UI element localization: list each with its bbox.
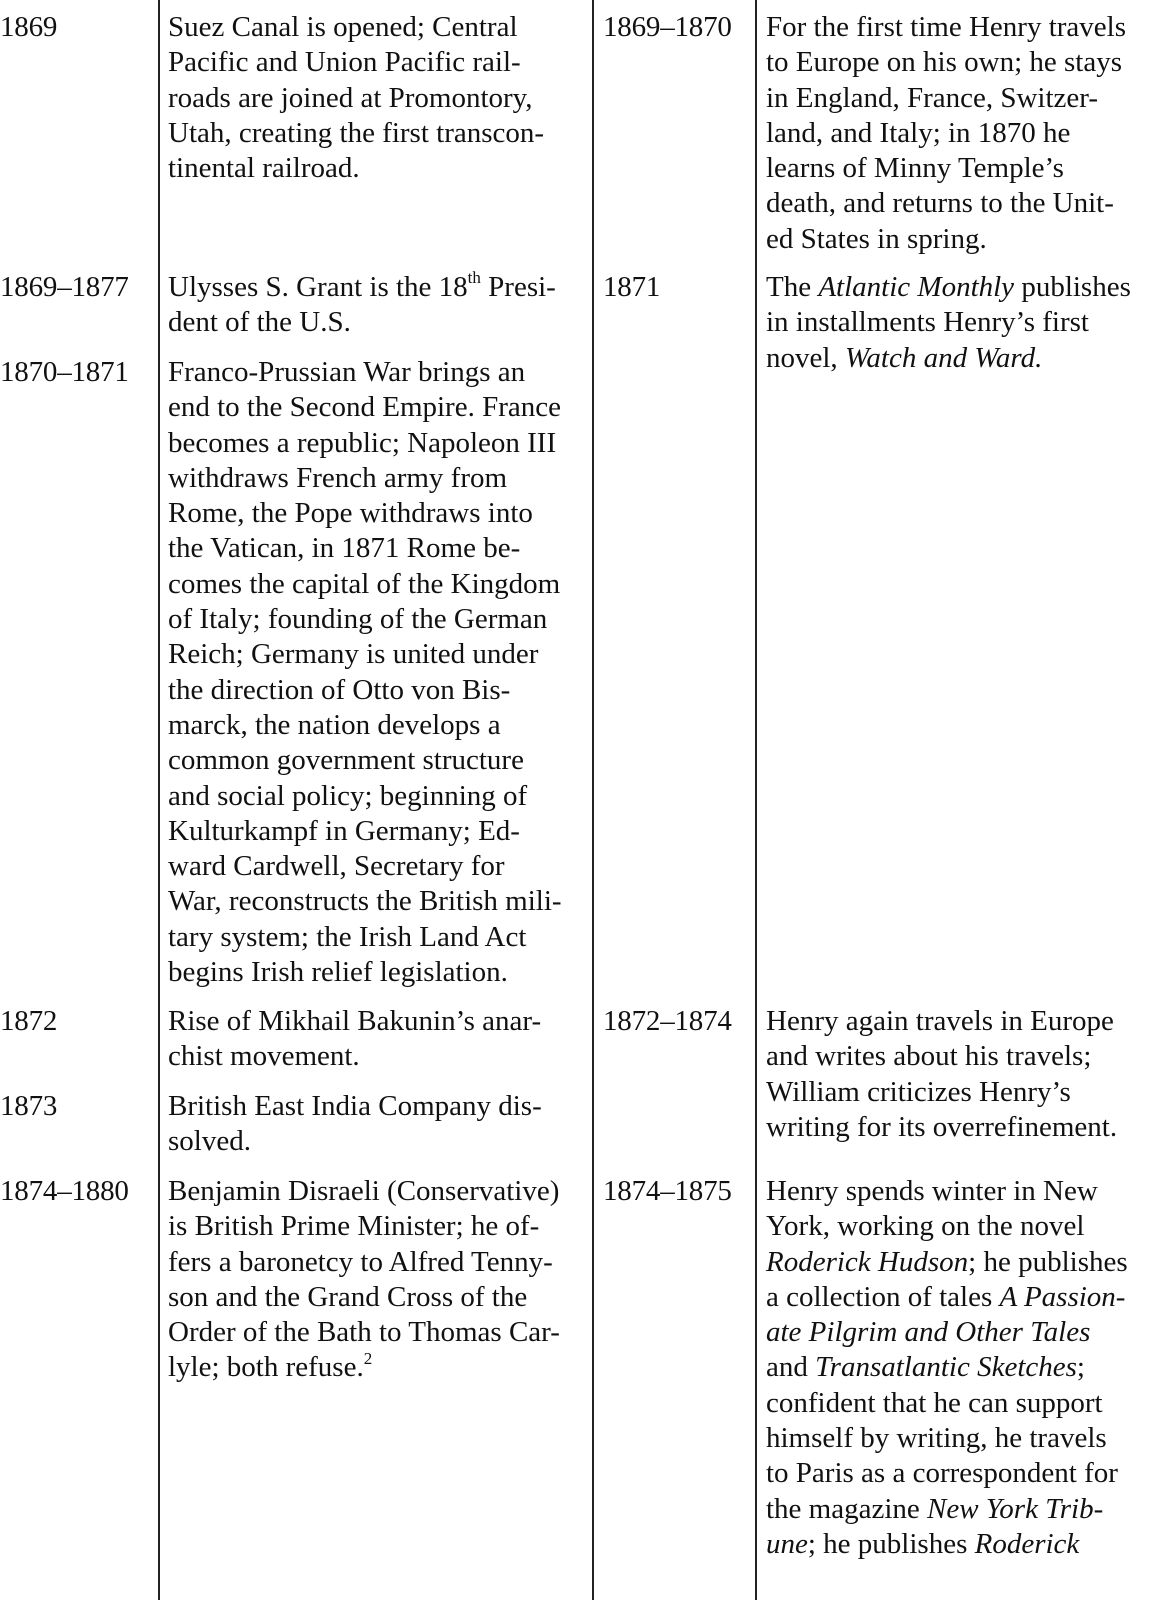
text-line: death, and returns to the Unit- <box>766 187 1114 220</box>
text-line: confident that he can support <box>766 1386 1103 1419</box>
text-line: Order of the Bath to Thomas Car- <box>168 1316 560 1349</box>
text-line: Utah, creating the first transcon- <box>168 116 545 149</box>
text-line: roads are joined at Promontory, <box>168 81 533 114</box>
left-entry-text <box>168 1004 541 1075</box>
text-line: a collection of tales A Passion- <box>766 1280 1126 1313</box>
text-line: himself by writing, he travels <box>766 1422 1107 1455</box>
right-entry-text <box>766 1174 1128 1562</box>
left-entry-text <box>168 1174 560 1386</box>
text-line: Benjamin Disraeli (Conservative) <box>168 1175 560 1207</box>
text-line: end to the Second Empire. France <box>168 391 561 424</box>
text-line: Franco-Prussian War brings an <box>168 356 526 388</box>
text-line: withdraws French army from <box>168 461 508 494</box>
text-line: in England, France, Switzer- <box>766 81 1099 114</box>
text-line: lyle; both refuse.$^2$ <box>168 1348 373 1384</box>
text-line: common government structure <box>168 744 524 777</box>
right-entry-text <box>766 270 1131 376</box>
text-line: tinental railroad. <box>168 152 360 185</box>
text-line: novel, Watch and Ward. <box>766 341 1043 374</box>
text-line: and Transatlantic Sketches; <box>766 1351 1085 1384</box>
text-line: William criticizes Henry’s <box>766 1075 1071 1108</box>
text-line: learns of Minny Temple’s <box>766 152 1064 185</box>
text-line: marck, the nation develops a <box>168 708 501 741</box>
text-line: to Paris as a correspondent for <box>766 1457 1118 1490</box>
text-line: Rise of Mikhail Bakunin’s anar- <box>168 1005 542 1037</box>
text-line: For the first time Henry travels <box>766 11 1126 43</box>
text-line: une; he publishes Roderick <box>766 1527 1080 1560</box>
text-line: Rome, the Pope withdraws into <box>168 497 533 530</box>
text-line: and writes about his travels; <box>766 1040 1092 1073</box>
left-entry-year: 1869–1877 <box>0 271 129 303</box>
column-divider-center <box>592 0 594 1600</box>
text-line: begins Irish relief legislation. <box>168 956 508 989</box>
text-line: Pacific and Union Pacific rail- <box>168 46 521 79</box>
left-entry-year: 1874–1880 <box>0 1175 129 1207</box>
right-entry-text <box>766 1004 1117 1145</box>
left-entry-text <box>168 1089 542 1160</box>
left-entry-text <box>168 355 562 990</box>
right-entry-year: 1874–1875 <box>603 1175 732 1207</box>
italic-title: une <box>766 1527 808 1560</box>
text-line: ward Cardwell, Secretary for <box>168 850 505 883</box>
text-line <box>766 1315 1128 1350</box>
text-line: chist movement. <box>168 1040 360 1073</box>
superscript: 2 <box>363 1348 373 1368</box>
text-line: Roderick Hudson; he publishes <box>766 1245 1128 1278</box>
left-entry-year: 1870–1871 <box>0 356 129 388</box>
text-line: solved. <box>168 1125 251 1158</box>
text-line: fers a baronetcy to Alfred Tenny- <box>168 1245 553 1278</box>
text-line: becomes a republic; Napoleon III <box>168 426 557 459</box>
italic-title: A Passion- <box>999 1280 1126 1313</box>
italic-title: Roderick <box>974 1527 1080 1560</box>
text-line: ed States in spring. <box>766 222 987 255</box>
text-line: the magazine New York Trib- <box>766 1492 1104 1525</box>
left-entry-year: 1873 <box>0 1090 58 1122</box>
text-line: the Vatican, in 1871 Rome be- <box>168 532 521 565</box>
text-line: War, reconstructs the British mili- <box>168 885 562 918</box>
text-line: Henry again travels in Europe <box>766 1005 1114 1037</box>
text-line: is British Prime Minister; he of- <box>168 1210 540 1243</box>
right-entry-year: 1869–1870 <box>603 11 732 43</box>
left-entry-year: 1872 <box>0 1005 58 1037</box>
text-line: The Atlantic Monthly publishes <box>766 271 1131 303</box>
text-line: comes the capital of the Kingdom <box>168 567 561 600</box>
text-line: York, working on the novel <box>766 1210 1085 1243</box>
left-entry-year: 1869 <box>0 11 58 43</box>
text-line: writing for its overrefinement. <box>766 1110 1118 1143</box>
italic-title: New York Trib- <box>927 1492 1104 1525</box>
text-line: the direction of Otto von Bis- <box>168 673 511 706</box>
right-entry-text <box>766 10 1126 257</box>
text-line: in installments Henry’s first <box>766 306 1089 339</box>
text-line: and social policy; beginning of <box>168 779 528 812</box>
italic-title: Roderick Hudson <box>766 1245 969 1278</box>
right-entry-year: 1872–1874 <box>603 1005 732 1037</box>
superscript: th <box>467 268 481 288</box>
text-line: British East India Company dis- <box>168 1090 542 1122</box>
text-line: land, and Italy; in 1870 he <box>766 116 1071 149</box>
text-line: Ulysses S. Grant is the 18th Presi- <box>168 268 556 303</box>
text-line: Henry spends winter in New <box>766 1175 1098 1207</box>
left-entry-text <box>168 10 544 186</box>
column-divider-left <box>158 0 160 1600</box>
italic-title: Atlantic Monthly <box>818 271 1015 303</box>
text-line: of Italy; founding of the German <box>168 603 548 636</box>
text-line: Suez Canal is opened; Central <box>168 11 518 43</box>
italic-title: ate Pilgrim and Other Tales <box>766 1316 1091 1349</box>
text-line: Kulturkampf in Germany; Ed- <box>168 814 520 847</box>
column-divider-right <box>755 0 757 1600</box>
left-entry-text <box>168 270 556 341</box>
text-line: dent of the U.S. <box>168 306 351 339</box>
right-entry-year: 1871 <box>603 271 661 303</box>
text-line: to Europe on his own; he stays <box>766 46 1123 79</box>
text-line: Reich; Germany is united under <box>168 638 539 671</box>
text-line: son and the Grand Cross of the <box>168 1280 528 1313</box>
text-line: tary system; the Irish Land Act <box>168 920 527 953</box>
italic-title: Watch and Ward. <box>844 341 1043 374</box>
italic-title: Transatlantic Sketches <box>815 1351 1077 1384</box>
